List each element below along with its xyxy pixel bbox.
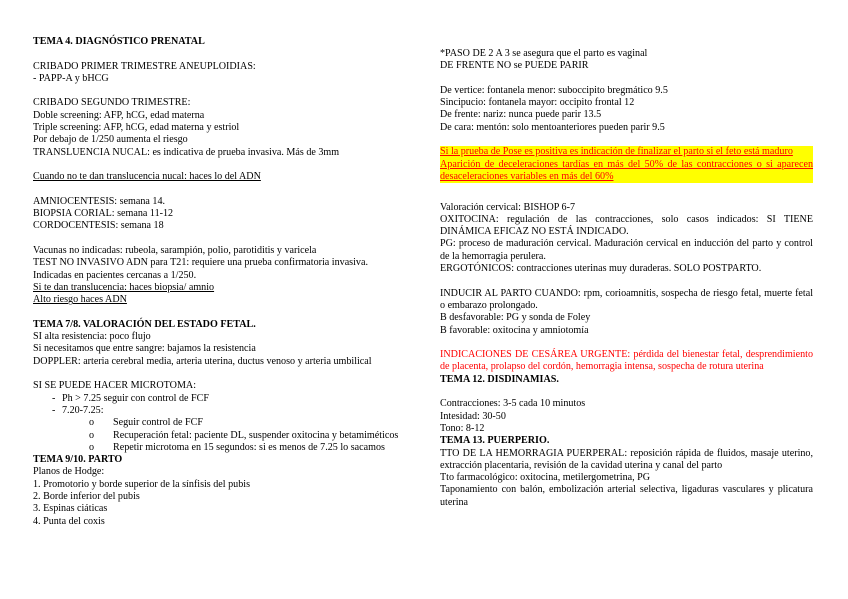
list-item: - 7.20-7.25: xyxy=(65,405,410,417)
ergotonicos-line: ERGOTÓNICOS: contracciones uterinas muy duraderas. SOLO POSTPARTO. xyxy=(440,263,762,275)
right-column xyxy=(440,48,813,509)
tema910-title: TEMA 9/10. PARTO xyxy=(33,454,123,466)
tema12-title: TEMA 12. DISDINAMIAS. xyxy=(440,373,559,385)
cordocentesis-line: CORDOCENTESIS: semana 18 xyxy=(33,220,164,232)
tema4-title: TEMA 4. DIAGNÓSTICO PRENATAL xyxy=(33,36,205,47)
bishop-favorable: B favorable: oxitocina y amniotomía xyxy=(440,324,589,336)
paso-line: *PASO DE 2 A 3 se asegura que el parto es vaginal xyxy=(440,48,648,59)
hodge-item: 2. Borde inferior del pubis xyxy=(33,490,140,502)
paso-line: DE FRENTE NO se PUEDE PARIR xyxy=(440,60,589,72)
hodge-title: Planos de Hodge: xyxy=(33,466,105,478)
test-line: TEST NO INVASIVO ADN para T21: requiere una prueba confirmatoria invasiva. xyxy=(33,257,368,269)
list-item: o Seguir control de FCF xyxy=(89,417,410,429)
bishop-desfavorable: B desfavorable: PG y sonda de Foley xyxy=(440,312,591,324)
taponamiento-line: Taponamiento con balón, embolización arterial selectiva, ligaduras vasculares y plicatura uterina xyxy=(440,484,813,508)
tto-farmacologico: Tto farmacológico: oxitocina, metilergometrina, PG xyxy=(440,472,651,484)
presentacion-line: Sincipucio: fontanela mayor: occipito frontal 12 xyxy=(440,97,635,109)
cribado1-item: - PAPP-A y bHCG xyxy=(33,72,109,84)
contracciones-line: Contracciones: 3-5 cada 10 minutos xyxy=(440,398,586,410)
tono-line: Tono: 8-12 xyxy=(440,422,485,434)
left-column xyxy=(33,36,410,528)
tema78-line: SI alta resistencia: poco flujo xyxy=(33,331,151,343)
oxitocina-line: OXITOCINA: regulación de las contracciones, solo casos indicados: SI TIENE DINÁMICA EFICAZ NO ESTÁ INDICADO. xyxy=(440,213,813,238)
vacunas-line: Vacunas no indicadas: rubeola, sarampión, polio, parotiditis y varicela xyxy=(33,245,317,257)
biopsia-line: BIOPSIA CORIAL: semana 11-12 xyxy=(33,208,174,220)
tto-hemorragia: TTO DE LA HEMORRAGIA PUERPERAL: reposición rápida de fluidos, masaje uterino, extracción placentaria, revisión de la cavidad uterina y canal del parto xyxy=(440,447,813,471)
pg-line: PG: proceso de maduración cervical. Maduración cervical en inducción del parto y control de la hemorragia perulera. xyxy=(440,238,813,262)
tema13-title: TEMA 13. PUERPERIO. xyxy=(440,435,550,447)
presentacion-line: De frente: nariz: nunca puede parir 13.5 xyxy=(440,109,602,121)
microtoma-sublist xyxy=(33,417,410,454)
list-item: - Ph > 7.25 seguir con control de FCF xyxy=(65,393,410,405)
cribado2-line: Por debajo de 1/250 aumenta el riesgo xyxy=(33,134,188,146)
hodge-item: 4. Punta del coxis xyxy=(33,515,105,527)
presentacion-line: De cara: mentón: solo mentoanteriores pueden parir 9.5 xyxy=(440,121,665,133)
cuando-no-line: Cuando no te dan translucencia nucal: haces lo del ADN xyxy=(33,171,261,183)
tema78-title: TEMA 7/8. VALORACIÓN DEL ESTADO FETAL. xyxy=(33,318,256,330)
bishop-line: Valoración cervical: BISHOP 6-7 xyxy=(440,201,576,213)
list-item: o Recuperación fetal: paciente DL, suspender oxitocina y betamiméticos xyxy=(89,430,410,442)
cribado1-title: CRIBADO PRIMER TRIMESTRE ANEUPLOIDIAS: xyxy=(33,60,256,72)
microtoma-title: SI SE PUEDE HACER MICROTOMA: xyxy=(33,380,197,392)
inducir-line: INDUCIR AL PARTO CUANDO: rpm, corioamnitis, sospecha de riesgo fetal, muerte fetal o embarazo prolongado. xyxy=(440,287,813,311)
amniocentesis-line: AMNIOCENTESIS: semana 14. xyxy=(33,195,166,207)
list-item: o Repetir microtoma en 15 segundos: si es menos de 7.25 lo sacamos xyxy=(89,442,410,454)
tema78-line: Si necesitamos que entre sangre: bajamos la resistencia xyxy=(33,343,256,355)
highlight-pose: Si la prueba de Pose es positiva es indicación de finalizar el parto si el feto está maduro xyxy=(440,146,813,158)
alto-riesgo-line: Alto riesgo haces ADN xyxy=(33,294,127,306)
highlight-deceleraciones: Aparición de deceleraciones tardías en más del 50% de las contracciones o si aparecen desaceleraciones variables en más del 60% xyxy=(440,158,813,182)
hodge-item: 1. Promotorio y borde superior de la sínfisis del pubis xyxy=(33,478,250,490)
cribado2-line: Triple screening: AFP, hCG, edad materna y estriol xyxy=(33,122,240,134)
cesarea-urgente: INDICACIONES DE CESÁREA URGENTE: pérdida del bienestar fetal, desprendimiento de placenta, prolapso del cordón, hemorragia intensa, sospecha de rotura uterina xyxy=(440,349,813,373)
cribado2-line: Doble screening: AFP, hCG, edad materna xyxy=(33,109,205,121)
si-dan-line: Si te dan translucencia: haces biopsia/ amnio xyxy=(33,281,215,293)
presentacion-line: De vertice: fontanela menor: suboccipito bregmático 9.5 xyxy=(440,84,668,96)
translucencia-line: TRANSLUENCIA NUCAL: es indicativa de prueba invasiva. Más de 3mm xyxy=(33,146,340,158)
tema78-line: DOPPLER: arteria cerebral media, arteria uterina, ductus venoso y arteria umbilical xyxy=(33,355,372,367)
microtoma-list xyxy=(33,393,410,418)
cribado2-title: CRIBADO SEGUNDO TRIMESTRE: xyxy=(33,97,191,109)
hodge-item: 3. Espinas ciáticas xyxy=(33,503,108,515)
intensidad-line: Intesidad: 30-50 xyxy=(440,410,506,422)
test-line: Indicadas en pacientes cercanas a 1/250. xyxy=(33,269,197,281)
